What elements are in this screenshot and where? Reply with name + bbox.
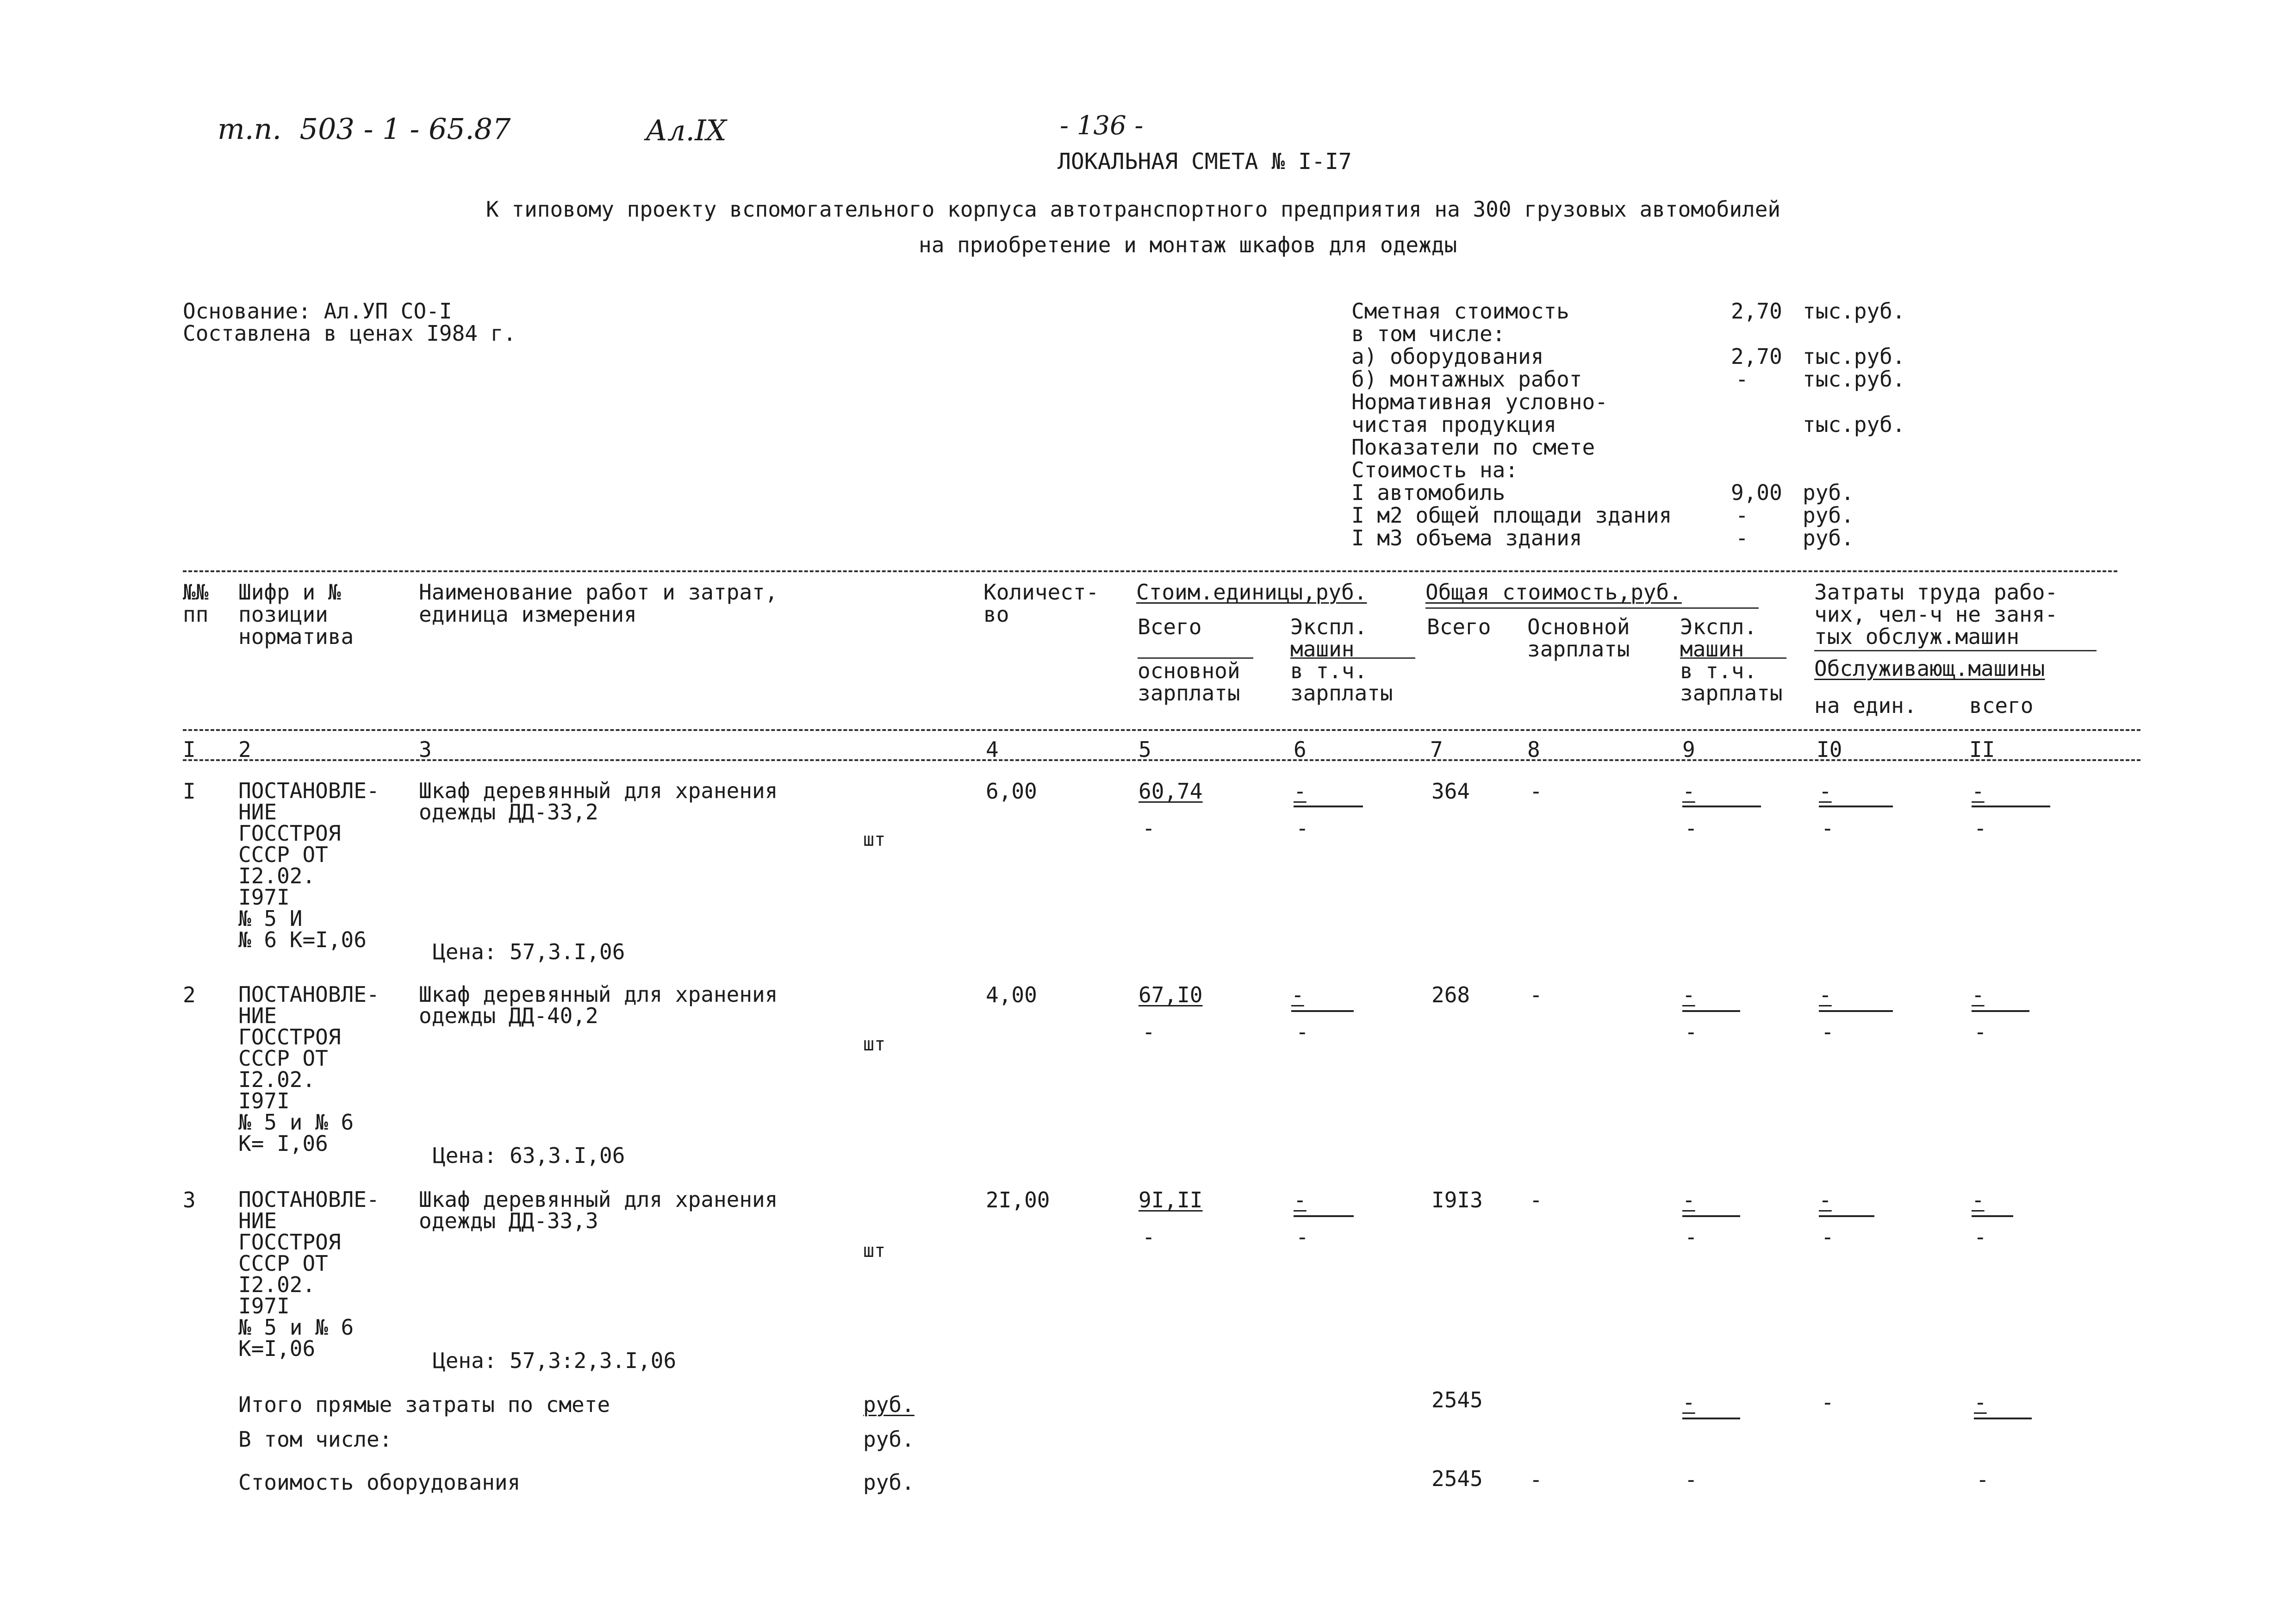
row-labor-unit: - xyxy=(1819,779,1832,804)
totals-labor-unit: - xyxy=(1821,1390,1834,1415)
col-group-total-cost: Общая стоимость,руб. xyxy=(1425,580,1682,605)
row-labor-total: - xyxy=(1972,1187,1985,1212)
row-labor-total: - xyxy=(1972,982,1985,1007)
row-unit-machines-dash: - xyxy=(1296,1019,1309,1044)
summary-label: Показатели по смете xyxy=(1351,435,1595,460)
summary-value: - xyxy=(1736,503,1748,528)
row-quantity: 2I,00 xyxy=(986,1187,1050,1212)
row-number: 3 xyxy=(183,1187,196,1212)
summary-unit: тыс.руб. xyxy=(1803,344,1905,369)
row-unit-machines-dash: - xyxy=(1296,816,1309,841)
row-total: I9I3 xyxy=(1431,1187,1483,1212)
row-labor-unit-dash: - xyxy=(1821,816,1834,841)
totals-machines-underline xyxy=(1682,1418,1740,1419)
row-labor-total-underline xyxy=(1972,1010,2029,1012)
row-unit-total: 60,74 xyxy=(1139,779,1203,804)
total-cost-group-rule xyxy=(1425,607,1759,609)
row-total-salary: - xyxy=(1530,1187,1543,1212)
row-total: 364 xyxy=(1431,779,1470,804)
row-unit-total-dash: - xyxy=(1142,1224,1155,1249)
col-header-code: Шифр и № позиции норматива xyxy=(238,580,354,649)
totals-label: В том числе: xyxy=(238,1427,392,1452)
row-total-salary: - xyxy=(1530,982,1543,1007)
row-quantity: 6,00 xyxy=(986,779,1037,804)
summary-unit: руб. xyxy=(1803,480,1854,505)
column-number: I0 xyxy=(1817,737,1842,762)
totals-unit: руб. xyxy=(863,1427,915,1452)
album-number: Ал.IX xyxy=(646,113,727,147)
column-number: 3 xyxy=(419,737,432,762)
row-labor-total-dash: - xyxy=(1974,1224,1987,1249)
row-labor-unit-underline xyxy=(1819,1010,1893,1012)
column-number: 8 xyxy=(1527,737,1540,762)
row-unit-total-dash: - xyxy=(1142,1019,1155,1044)
column-numbers-dashed-rule xyxy=(183,759,2140,761)
summary-label: I м3 объема здания xyxy=(1351,525,1582,550)
column-number: II xyxy=(1969,737,1995,762)
price-level-line: Составлена в ценах I984 г. xyxy=(183,321,516,346)
row-total-machines: - xyxy=(1682,779,1695,804)
col-header-total-machines: Экспл. машин xyxy=(1680,614,1757,662)
col-header-labor-total: всего xyxy=(1969,693,2034,718)
summary-value: - xyxy=(1736,367,1748,392)
header-bottom-dashed-rule xyxy=(183,729,2140,731)
row-price: Цена: 57,3:2,3.I,06 xyxy=(433,1348,677,1373)
summary-value: - xyxy=(1736,525,1748,550)
row-unit-total: 67,I0 xyxy=(1139,982,1203,1007)
col-group-unit-cost: Стоим.единицы,руб. xyxy=(1136,580,1367,605)
col-header-labor-service: Обслуживающ.машины xyxy=(1814,656,2045,681)
column-number: 4 xyxy=(986,737,999,762)
col-header-unit-total: Всего xyxy=(1138,614,1202,639)
col-header-total: Всего xyxy=(1427,614,1491,639)
column-number: 9 xyxy=(1682,737,1695,762)
row-labor-unit: - xyxy=(1819,1187,1832,1212)
summary-label: чистая продукция xyxy=(1351,412,1557,437)
basis-line: Основание: Ал.УП СО-I xyxy=(183,299,452,324)
row-number: 2 xyxy=(183,982,196,1007)
column-number: 5 xyxy=(1139,737,1151,762)
summary-label: I автомобиль xyxy=(1351,480,1506,505)
totals-unit: руб. xyxy=(863,1470,915,1495)
totals-machines: - xyxy=(1682,1390,1695,1415)
summary-value: 2,70 xyxy=(1731,299,1782,324)
row-total-salary: - xyxy=(1530,779,1543,804)
row-unit-machines: - xyxy=(1294,779,1307,804)
row-code: ПОСТАНОВЛЕ- НИЕ ГОССТРОЯ СССР ОТ I2.02. I97I № 5 и № 6 К=I,06 xyxy=(238,1187,380,1361)
col-header-total-base-salary: Основной зарплаты xyxy=(1527,614,1630,662)
row-labor-unit-dash: - xyxy=(1821,1224,1834,1249)
col-header-quantity: Количест- во xyxy=(983,580,1099,627)
row-labor-total-dash: - xyxy=(1974,816,1987,841)
totals-salary: - xyxy=(1530,1467,1543,1492)
row-labor-total: - xyxy=(1972,779,1985,804)
row-total-machines: - xyxy=(1682,1187,1695,1212)
column-number: 2 xyxy=(238,737,251,762)
row-number: I xyxy=(183,779,196,804)
col-header-number: №№ пп xyxy=(183,580,209,627)
subtitle-line-2: на приобретение и монтаж шкафов для одежды xyxy=(919,232,1457,257)
row-labor-unit-dash: - xyxy=(1821,1019,1834,1044)
column-number: I xyxy=(183,737,196,762)
row-total-machines-dash: - xyxy=(1685,1019,1698,1044)
row-code: ПОСТАНОВЛЕ- НИЕ ГОССТРОЯ СССР ОТ I2.02. I97I № 5 и № 6 К= I,06 xyxy=(238,982,380,1156)
subtitle-line-1: К типовому проекту вспомогательного корпуса автотранспортного предприятия на 300 грузовых автомобилей xyxy=(486,197,1781,222)
row-unit-total: 9I,II xyxy=(1139,1187,1203,1212)
summary-label: б) монтажных работ xyxy=(1351,367,1582,392)
summary-label: I м2 общей площади здания xyxy=(1351,503,1672,528)
totals-machines: - xyxy=(1685,1467,1698,1492)
row-labor-total-dash: - xyxy=(1974,1019,1987,1044)
summary-label: Нормативная условно- xyxy=(1351,389,1608,414)
row-unit-machines-dash: - xyxy=(1296,1224,1309,1249)
row-total-machines-underline xyxy=(1682,1010,1740,1012)
estimate-title: ЛОКАЛЬНАЯ СМЕТА № I-I7 xyxy=(1058,149,1352,175)
row-name: Шкаф деревянный для хранения одежды ДД-40,2 xyxy=(419,982,778,1028)
row-name: Шкаф деревянный для хранения одежды ДД-33,2 xyxy=(419,778,778,824)
summary-unit: тыс.руб. xyxy=(1803,299,1905,324)
summary-unit: руб. xyxy=(1803,503,1854,528)
row-code: ПОСТАНОВЛЕ- НИЕ ГОССТРОЯ СССР ОТ I2.02. I97I № 5 И № 6 К=I,06 xyxy=(238,778,380,952)
totals-label: Стоимость оборудования xyxy=(238,1470,521,1495)
row-unit-total-dash: - xyxy=(1142,816,1155,841)
row-unit: шт xyxy=(863,829,886,850)
row-price: Цена: 63,3.I,06 xyxy=(433,1143,625,1168)
row-total-machines: - xyxy=(1682,982,1695,1007)
row-total-machines-underline xyxy=(1682,806,1761,807)
row-labor-total-underline xyxy=(1972,806,2050,807)
col-header-unit-machines-salary: в т.ч. зарплаты xyxy=(1290,658,1393,706)
row-unit: шт xyxy=(863,1034,886,1055)
summary-value: 9,00 xyxy=(1731,480,1782,505)
table-top-dashed-rule xyxy=(183,570,2117,572)
col-header-labor-per-unit: на един. xyxy=(1814,693,1917,718)
row-total-machines-dash: - xyxy=(1685,816,1698,841)
totals-labor-total: - xyxy=(1976,1467,1989,1492)
row-price: Цена: 57,3.I,06 xyxy=(433,939,625,964)
row-total-machines-dash: - xyxy=(1685,1224,1698,1249)
column-number: 7 xyxy=(1430,737,1443,762)
summary-value: 2,70 xyxy=(1731,344,1782,369)
column-number: 6 xyxy=(1294,737,1307,762)
col-header-name: Наименование работ и затрат, единица измерения xyxy=(419,580,778,627)
col-header-labor: Затраты труда рабо- чих, чел-ч не заня- тых обслуж.машин xyxy=(1814,580,2058,649)
summary-label: в том числе: xyxy=(1351,321,1506,346)
row-unit-machines: - xyxy=(1294,1187,1307,1212)
row-name: Шкаф деревянный для хранения одежды ДД-33,3 xyxy=(419,1187,778,1233)
summary-label: а) оборудования xyxy=(1351,344,1544,369)
row-unit-machines-underline xyxy=(1294,806,1363,807)
summary-label: Сметная стоимость xyxy=(1351,299,1569,324)
row-labor-unit: - xyxy=(1819,982,1832,1007)
summary-unit: тыс.руб. xyxy=(1803,367,1905,392)
summary-unit: руб. xyxy=(1803,525,1854,550)
document-code: т.п. 503 - 1 - 65.87 xyxy=(218,112,511,146)
row-total-machines-underline xyxy=(1682,1215,1740,1217)
col-header-unit-base-salary: основной зарплаты xyxy=(1138,658,1240,706)
summary-label: Стоимость на: xyxy=(1351,457,1518,482)
totals-total: 2545 xyxy=(1431,1387,1483,1412)
row-labor-total-underline xyxy=(1972,1215,2013,1217)
row-unit-machines-underline xyxy=(1294,1215,1354,1217)
row-unit-machines-underline xyxy=(1291,1010,1354,1012)
col-header-total-machines-salary: в т.ч. зарплаты xyxy=(1680,658,1783,706)
totals-labor-total-underline xyxy=(1974,1418,2032,1419)
row-unit-machines: - xyxy=(1291,982,1304,1007)
row-total: 268 xyxy=(1431,982,1470,1007)
summary-unit: тыс.руб. xyxy=(1803,412,1905,437)
totals-unit: руб. xyxy=(863,1392,915,1417)
totals-total: 2545 xyxy=(1431,1466,1483,1491)
col-header-unit-machines: Экспл. машин xyxy=(1290,614,1368,662)
row-unit: шт xyxy=(863,1240,886,1262)
page-number: - 136 - xyxy=(1060,111,1144,141)
row-quantity: 4,00 xyxy=(986,982,1037,1007)
row-labor-unit-underline xyxy=(1819,806,1893,807)
totals-label: Итого прямые затраты по смете xyxy=(238,1392,610,1417)
row-labor-unit-underline xyxy=(1819,1215,1874,1217)
totals-labor-total: - xyxy=(1974,1390,1987,1415)
labor-group-rule xyxy=(1814,650,2097,651)
